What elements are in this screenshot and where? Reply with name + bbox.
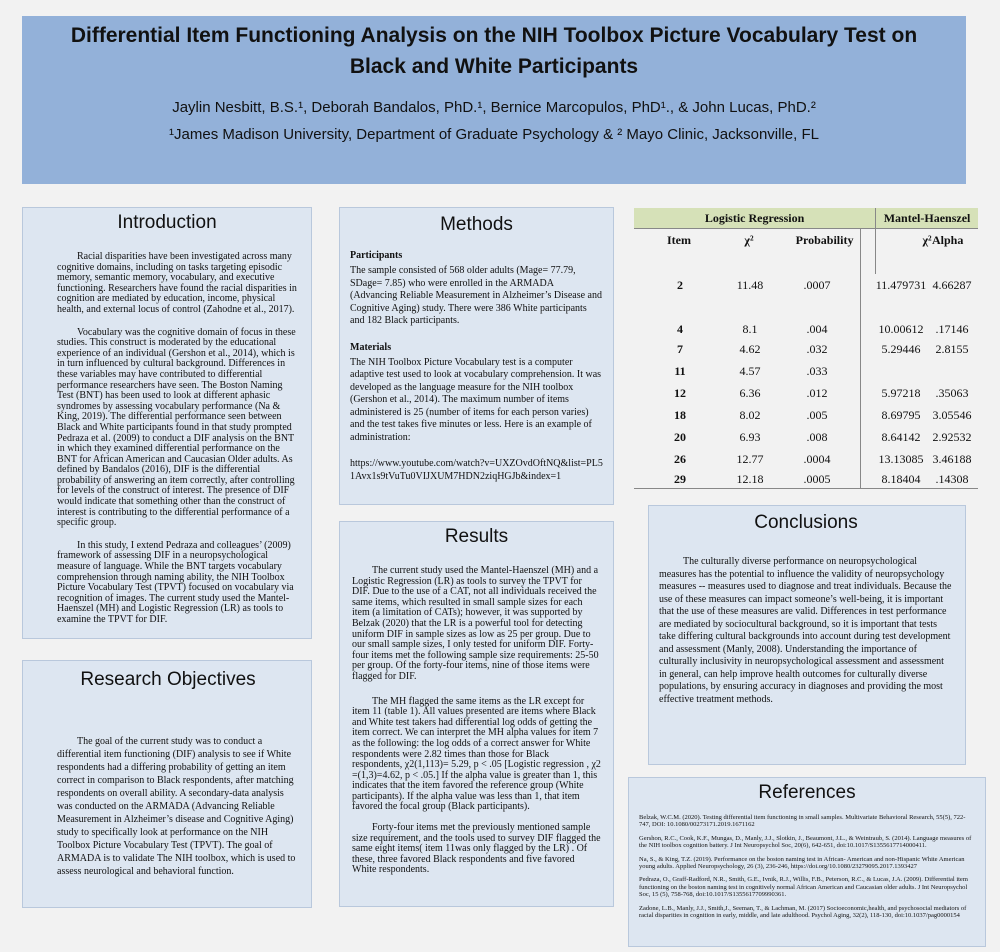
table-cell: .35063 [935,386,969,400]
example-url-link[interactable]: https://www.youtube.com/watch?v=UXZOvdOftNQ&list=PL51Avx1s9tVuTu0VIJXUM7HDN2ziqHGJb&index=1 [350,458,603,482]
participants-text: The sample consisted of 568 older adults (Mage= 77.79, SDage= 7.85) who were enrolled in the ARMADA (Advancing Reliable Measurement in Alzheimer’s Disease and Cognitive Aging) study. There were 386 White participants and 182 Black participants. [350,265,602,326]
introduction-panel [22,207,312,639]
table-cell: 8.64142 [881,430,921,444]
results-paragraph-3: Forty-four items met the previously mentioned sample size requirement, and the tools used to survey DIF flagged the same eight items( item 11was only flagged by the LR) . Of these, three favored Black respondents and five favored White respondents. [352,822,601,876]
title-line-2: Black and White Participants [349,55,639,78]
table-cell-item: 26 [674,452,686,466]
table-cell-item: 29 [674,472,686,486]
table-cell: 11.48 [736,278,764,292]
table-cell: 8.18404 [881,472,921,486]
mantel-haenszel-group-header: Mantel-Haenszel [876,208,978,228]
research-objectives-panel [22,660,312,908]
table-cell: 8.69795 [881,408,921,422]
table-cell-item: 4 [677,322,683,336]
logistic-regression-group-header: Logistic Regression [634,208,876,228]
table-cell: 2.92532 [932,430,972,444]
table-cell: 13.13085 [878,452,924,466]
conclusions-panel [648,505,966,765]
table-bottom-rule [634,488,978,489]
table-cell: 10.00612 [878,322,924,336]
header-lr-chi-square: χ² [744,233,754,247]
results-paragraph-2: The MH flagged the same items as the LR except for item 11 (table 1). All values presented are items where Black and White test takers had differential log odds of getting the item correct. We can interpret the MH alpha values for item 7 as the following: the log odds of a correct answer for White respondents were 2.82 times than those for Black respondents, χ2(1,113)= 5.29, p < .05 [Logistic regression , χ2 =(1,3)=4.62, p < .05.] If the alpha value is greater than 1, this indicates that the item favored the reference group (White participants). If the alpha value was less than 1, that item favored the focal group (Black participants). [352,695,601,813]
research-objectives-paragraph: The goal of the current study was to conduct a differential item functioning (DIF) analysis to see if White respondents had a differing probability of getting an item correct in comparison to Black respondents, after matching respondents on overall ability. A secondary-data analysis was conducted on the ARMADA (Advancing Reliable Measurement in Alzheimer’s disease and Cognitive Aging) study to specifically look at performance on the NIH Toolbox Picture Vocabulary Test (TPVT). The goal of ARMADA is to validate The NIH toolbox, which is used to assess neurological and behavioral function. [57,736,296,877]
reference-item: Na, S., & King, T.Z. (2019). Performance on the boston naming test in African- American and non-Hispanic White American young adults. Applied Neuropsychology, 26 (3), 236-246, https://doi.org/10.1080/23279095.2017.1393427 [639,855,965,871]
table-cell: 11.479731 [875,278,927,292]
authors: Jaylin Nesbitt, B.S.¹, Deborah Bandalos, PhD.¹, Bernice Marcopulos, PhD¹., & John Lucas, PhD.² [172,99,816,116]
header-alpha: Alpha [932,233,964,247]
participants-label: Participants [350,250,403,261]
table-cell: .0007 [803,278,831,292]
table-cell: 5.29446 [881,342,921,356]
research-objectives-heading: Research Objectives [80,669,256,690]
table-cell: .005 [806,408,828,422]
table-cell: .008 [806,430,828,444]
affiliations: ¹James Madison University, Department of Graduate Psychology & ² Mayo Clinic, Jacksonville, FL [169,126,819,143]
table-cell: .0005 [803,472,831,486]
table-cell: 2.8155 [935,342,969,356]
reference-item: Pedraza, O., Graff-Radford, N.R., Smith, G.E., Ivnik, R.J., Willis, F.B., Peterson, R.C., & Lucas, J.A. (2009). Differential item functioning on the boston naming test in cognitively normal African American and Caucasian older adults. J Int Neuropsychol Soc, 15 (5), 758-768, doi:10.1017/S1355617709990361. [639,876,968,899]
table-cell: .14308 [935,472,969,486]
introduction-paragraph-1: Racial disparities have been investigated across many cognitive domains, including on tasks targeting episodic memory, semantic memory, vocabulary, and executive functioning. Researchers have found the racial disparities in cognition are mediated by education, income, physical health, and external locus of control (Zahodne et al., 2017). [57,251,297,315]
methods-panel [339,207,614,505]
table-cell: 4.57 [739,364,761,378]
reference-item: Gershon, R.C., Cook, K.F., Mungas, D., Manly, J.J., Slotkin, J., Beaumont, J.L., & Weintraub, S. (2014). Language measures of the NIH toolbox cognition battery. J Int Neuropsychol Soc, 20(6), 642-651, doi:10.1017/S1355617714000411. [639,834,972,850]
materials-label: Materials [350,341,392,353]
header-mh-chi-square: χ² [876,228,978,274]
table-cell-item: 11 [674,364,686,378]
conclusions-paragraph: The culturally diverse performance on neuropsychological measures has the potential to influence the validity of neuropsychology measures -- measures used to diagnose and treat individuals. Because the use of these measures can impact someone’s well-being, it is important that the use of these measures are valid. Differences in test performance are mediated by sociocultural background, so it is important that tests take differing cultural backgrounds into account during test development and assessment (Manly, 2008). Understanding the importance of culturally inclusivity in neuropsychological assessment and assessment in general, can help improve health outcomes for culturally diverse populations, by ensuring accuracy in diagnoses and providing the most effective treatment methods. [659,556,952,705]
table-cell: 4.62 [739,342,761,356]
header-probability: Probability [795,233,854,247]
table-cell: .033 [806,364,828,378]
reference-item: Belzak, W.C.M. (2020). Testing differential item functioning in small samples. Multivariate Behavioral Research, 55(5), 722-747, DOI: 10.1080/00273171.2019.1671162 [639,814,966,829]
table-cell: 12.18 [736,472,764,486]
table-cell: .0004 [803,452,831,466]
materials-text: The NIH Toolbox Picture Vocabulary test is a computer adaptive test used to look at vocabulary comprehension. It was developed as the language measure for the NIH toolbox (Gershon et al., 2014). The maximum number of items administered is 25 (number of items for each person varies) and the test takes five minutes or less. Here is an example of administration: [350,356,602,443]
results-panel [339,521,614,907]
table-cell: .004 [806,322,828,336]
dif-results-table [634,208,978,274]
table-cell-item: 2 [677,278,683,292]
table-cell: 6.36 [739,386,761,400]
header-divider [634,228,978,229]
table-cell-item: 7 [677,342,683,356]
poster-title [22,20,966,82]
results-paragraph-1: The current study used the Mantel-Haenszel (MH) and a Logistic Regression (LR) as tools to survey the TPVT for DIF. Due to the use of a CAT, not all individuals received the same items, which resulted in small sample sizes for each item (a limitation of CATs); however, it was supported by Belzak (2020) that the LR is a powerful tool for detecting uniform DIF in sample sizes as low as 25 per group. Due to our small sample sizes, I only tested for uniform DIF. Forty-four items met the following sample size requirements: 25-50 per group. Of the forty-four items, nine of those items were flagged for DIF. [352,565,599,682]
introduction-paragraph-3: In this study, I extend Pedraza and colleagues’ (2009) framework of assessing DIF in a neuropsychological measure of language. While the BNT targets vocabulary comprehension through naming ability, the NIH Toolbox Picture Vocabulary Test (TPVT) focused on vocabulary via recognition of images. The current study used the Mantel-Haenszel (MH) and Logistic Regression (LR) as tools to examine the TPVT for DIF. [57,539,294,625]
table-cell: 12.77 [736,452,764,466]
title-line-1: Differential Item Functioning Analysis on the NIH Toolbox Picture Vocabulary Test on [70,24,918,47]
table-cell-item: 18 [674,408,686,422]
methods-heading: Methods [440,214,513,235]
table-cell: 6.93 [739,430,761,444]
table-cell: .032 [806,342,828,356]
poster-header [22,16,966,184]
table-cell: 5.97218 [881,386,921,400]
table-cell: 8.1 [742,322,758,336]
references-heading: References [758,782,856,803]
table-vertical-divider [860,228,861,488]
table-cell-item: 12 [674,386,686,400]
introduction-paragraph-2: Vocabulary was the cognitive domain of focus in these studies. This construct is moderated by the educational experience of an individual (Gershon et al., 2014), which is in turn influenced by cultural background. Differences in these variables may have contributed to differential performance researchers have seen. The Boston Naming Test (BNT) has been used to look at different aphasic syndromes by assessing vocabulary performance (Na & King, 2019). The differential performance seen between Black and White participants found in that study prompted Pedraza et al. (2009) to conduct a DIF analysis on the BNT in which they examined differential performance on the BNT for African American and Caucasian Older adults. As defined by Bandalos (2016), DIF is the differential probability of answering an item correctly, after controlling for levels of the construct of interest. The presence of DIF would indicate that something other than the construct of interest is contributing to the differential performance of a specific group. [57,326,296,529]
table-cell: 3.46188 [932,452,972,466]
reference-item: Zadone, L.B., Manly, J.J., Smith,J., Seeman, T., & Lachman, M. (2017) Socioeconomic,health, and psychosocial mediators of racial disparities in cognition in early, middle, and late adulthood. Psychol Aging, 32(2), 118-130, doi:10.1037/pag0000154 [639,904,967,920]
results-heading: Results [444,526,509,547]
conclusions-heading: Conclusions [754,512,858,533]
author-block [22,94,966,148]
references-panel [628,777,986,947]
table-cell: .17146 [935,322,969,336]
introduction-heading: Introduction [117,212,217,233]
table-cell: .012 [806,386,828,400]
header-item: Item [667,233,691,247]
table-cell-item: 20 [674,430,686,444]
table-cell: 4.66287 [932,278,972,292]
table-cell: 8.02 [739,408,761,422]
table-cell: 3.05546 [932,408,972,422]
